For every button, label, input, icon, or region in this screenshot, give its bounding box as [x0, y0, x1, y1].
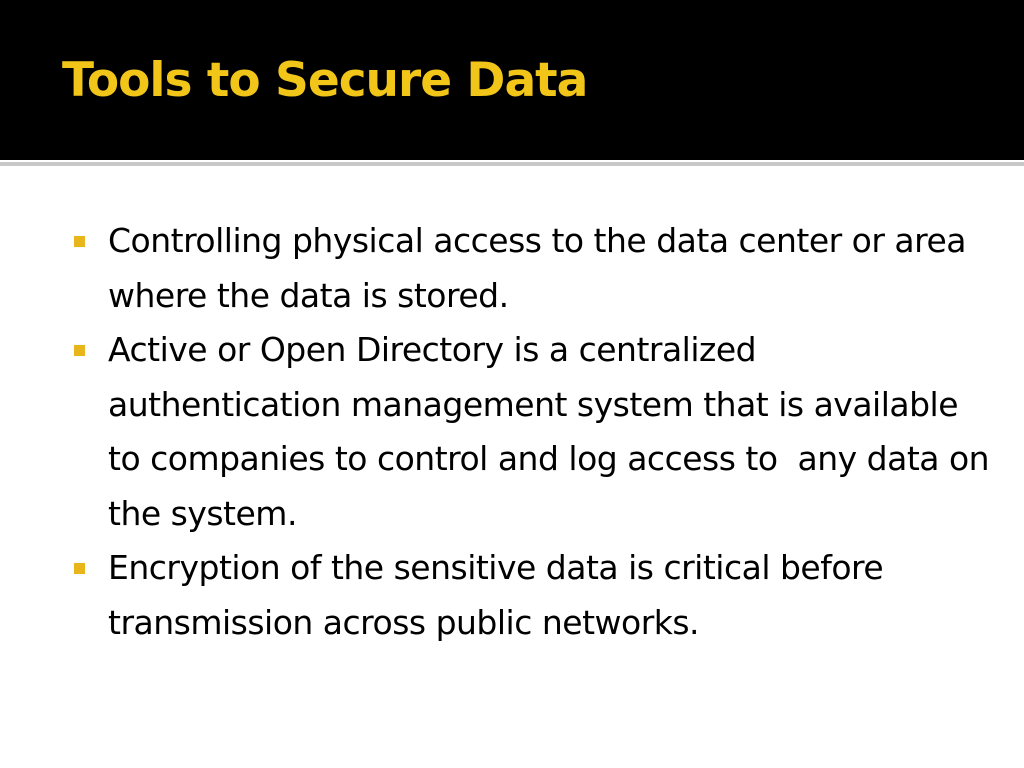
- title-bar: [0, 0, 1024, 160]
- bullet-text: Controlling physical access to the data center or area where the data is stored.: [108, 221, 977, 315]
- square-bullet-icon: [74, 345, 85, 356]
- bullet-item: [74, 323, 1000, 541]
- bullet-list: [74, 214, 1000, 650]
- slide-title: Tools to Secure Data: [62, 53, 588, 108]
- title-divider: [0, 162, 1024, 166]
- bullet-item: [74, 541, 994, 650]
- bullet-text: Encryption of the sensitive data is critical before transmission across public networks.: [108, 548, 894, 642]
- bullet-text: Active or Open Directory is a centralized authentication management system that is available to companies to control and log access to any data on the system.: [108, 330, 1000, 533]
- square-bullet-icon: [74, 236, 85, 247]
- bullet-item: [74, 214, 994, 323]
- square-bullet-icon: [74, 563, 85, 574]
